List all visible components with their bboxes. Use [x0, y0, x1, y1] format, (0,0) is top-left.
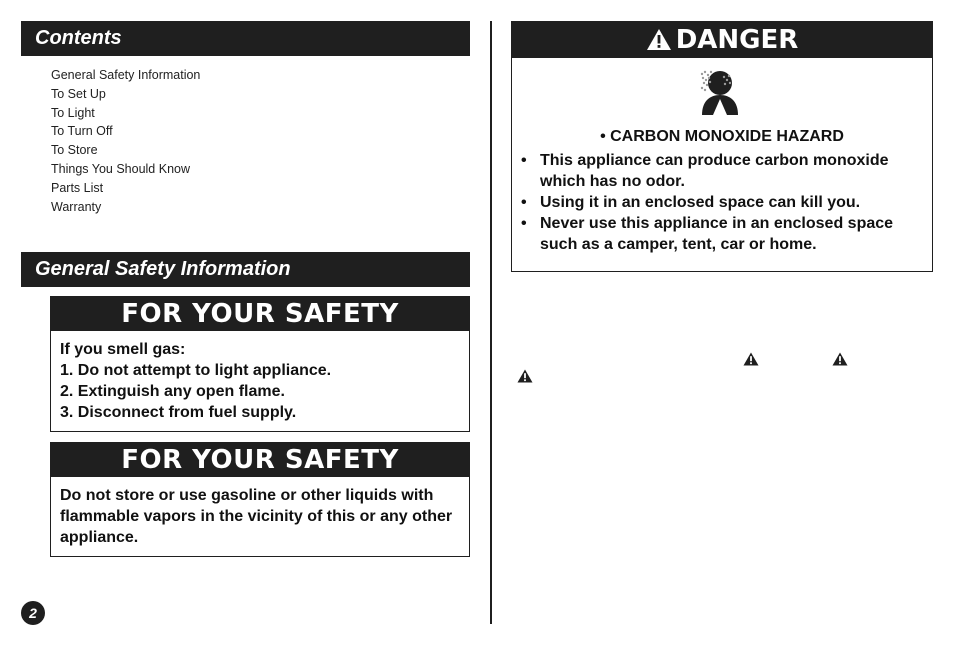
warning-triangle-icon — [646, 28, 672, 51]
toc-item[interactable]: To Set Up — [51, 86, 106, 101]
contents-header: Contents — [21, 21, 470, 56]
toc-item[interactable]: General Safety Information — [51, 68, 201, 82]
contents-list — [51, 66, 200, 216]
carbon-monoxide-person-icon — [699, 68, 745, 116]
safety-box-body — [51, 331, 469, 429]
safety-line: 2. Extinguish any open flame. — [60, 383, 285, 400]
safety-line: 1. Do not attempt to light appliance. — [60, 362, 332, 379]
safety-box-title: FOR YOUR SAFETY — [51, 297, 469, 331]
toc-item[interactable]: To Light — [51, 105, 95, 120]
danger-bullet: • Using it in an enclosed space can kill you. — [521, 192, 910, 213]
danger-bullet: • Never use this appliance in an enclosed space such as a camper, tent, car or home. — [521, 213, 910, 255]
danger-box — [511, 21, 933, 272]
safety-line: 3. Disconnect from fuel supply. — [60, 404, 297, 421]
danger-title: DANGER — [675, 25, 799, 55]
general-safety-header: General Safety Information — [21, 252, 470, 287]
warning-triangle-icon — [517, 369, 533, 383]
warning-triangle-icon — [832, 352, 848, 366]
toc-item[interactable]: To Store — [51, 143, 98, 158]
danger-header — [512, 22, 932, 58]
toc-item[interactable]: Things You Should Know — [51, 161, 190, 176]
safety-box-text: Do not store or use gasoline or other liquids with flammable vapors in the vicinity of this or any other appliance. — [60, 487, 453, 546]
safety-line: If you smell gas: — [60, 341, 186, 358]
hazard-title: • CARBON MONOXIDE HAZARD — [600, 128, 844, 145]
safety-box-gas-smell — [50, 296, 470, 432]
safety-box-title: FOR YOUR SAFETY — [51, 443, 469, 477]
warning-triangle-icon — [743, 352, 759, 366]
page-number: 2 — [21, 601, 45, 625]
safety-box-flammables — [50, 442, 470, 557]
toc-item[interactable]: Parts List — [51, 180, 104, 195]
column-divider — [490, 21, 492, 624]
toc-item[interactable]: To Turn Off — [51, 124, 113, 139]
toc-item[interactable]: Warranty — [51, 199, 102, 214]
danger-bullet-list — [521, 150, 910, 255]
danger-bullet: • This appliance can produce carbon monoxide which has no odor. — [521, 150, 910, 192]
